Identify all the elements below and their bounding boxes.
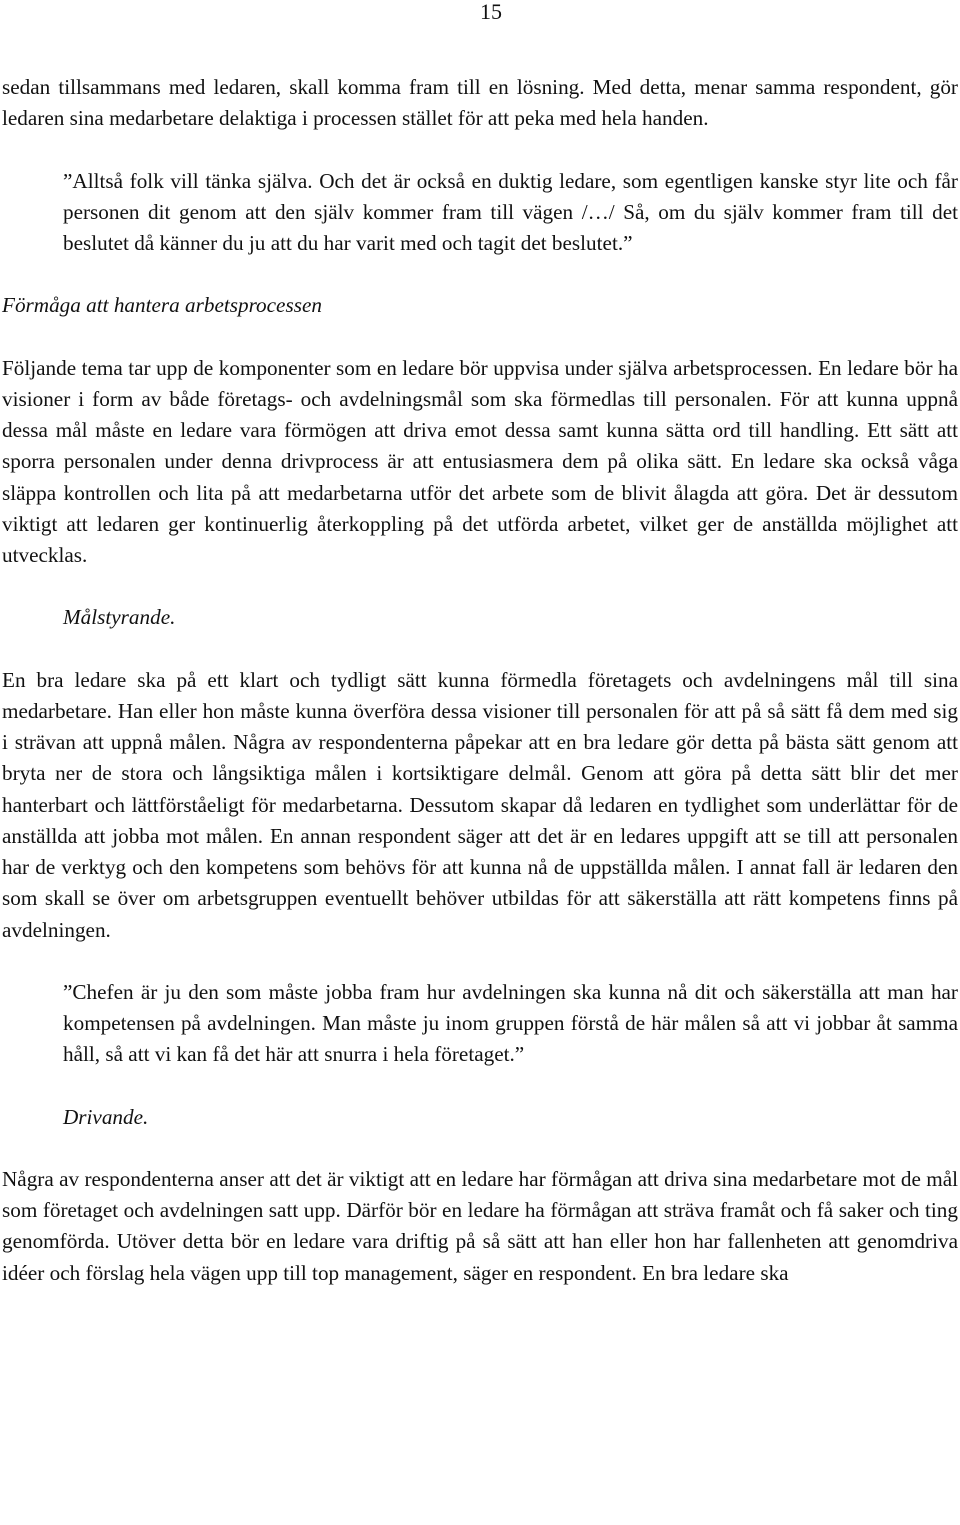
subheading-drivande: Drivande.	[63, 1104, 149, 1129]
quote-first: ”Alltså folk vill tänka själva. Och det är också en duktig ledare, som egentligen kanske styr lite och får personen dit genom att den själv kommer fram till vägen /…/ Så, om du själv kommer fram till det beslutet då känner du ju att du har varit med och tagit det beslutet.”	[63, 168, 958, 255]
section-heading: Förmåga att hantera arbetsprocessen	[2, 293, 322, 318]
paragraph-intro: sedan tillsammans med ledaren, skall komma fram till en lösning. Med detta, menar samma respondent, gör ledaren sina medarbetare delaktiga i processen stället för att peka med hela handen.	[2, 75, 958, 131]
paragraph-drivande: Några av respondenterna anser att det är viktigt att en ledare har förmågan att driva sina medarbetare mot de mål som företaget och avdelningen satt upp. Därför bör en ledare ha förmågan att sträva framåt och få saker och ting genomförda. Utöver detta bör en ledare vara driftig på så sätt att han eller hon har fallenheten att genomdriva idéer och förslag hela vägen upp till top management, säger en respondent. En bra ledare ska	[2, 1166, 958, 1285]
subheading-malstyrande: Målstyrande.	[63, 605, 176, 630]
paragraph-process: Följande tema tar upp de komponenter som en ledare bör uppvisa under själva arbetsprocessen. En ledare bör ha visioner i form av både företags- och avdelningsmål som ska förmedlas till personalen. För att kunna uppnå dessa mål måste en ledare vara förmögen att driva emot dessa samt kunna sätta ord till handling. Ett sätt att sporra personalen under denna drivprocess är att entusiasmera dem på olika sätt. En ledare ska också våga släppa kontrollen och lita på att medarbetarna utför det arbete som de blivit ålagda att göra. Det är dessutom viktigt att ledaren ger kontinuerlig återkoppling på det utförda arbetet, vilket ger de anställda möjlighet att utvecklas.	[2, 355, 958, 567]
page-number: 15	[480, 0, 502, 24]
quote-second: ”Chefen är ju den som måste jobba fram hur avdelningen ska kunna nå dit och säkerställa att man har kompetensen på avdelningen. Man måste ju inom gruppen förstå de här målen så att vi jobbar åt samma håll, så att vi kan få det här att snurra i hela företaget.”	[63, 979, 958, 1067]
document-body	[2, 72, 958, 1289]
paragraph-malstyrande: En bra ledare ska på ett klart och tydligt sätt kunna förmedla företagets och avdelningens mål till sina medarbetare. Han eller hon måste kunna överföra dessa visioner till personalen för att på så sätt få dem med sig i strävan att uppnå målen. Några av respondenterna påpekar att en bra ledare gör detta på bästa sätt genom att bryta ner de stora och långsiktiga målen i kortsiktigare delmål. Genom att göra på detta sätt blir det mer hanterbart och lättförståeligt för medarbetarna. Dessutom skapar då ledaren en tydlighet som underlättar för de anställda att jobba mot målen. En annan respondent säger att det är en ledares uppgift att se till att personalen har de verktyg och den kompetens som behövs för att kunna nå de uppställda målen. I annat fall är ledaren den som skall se över om arbetsgruppen eventuellt behöver utbildas för att säkerställa att rätt kompetens finns på avdelningen.	[2, 667, 958, 942]
